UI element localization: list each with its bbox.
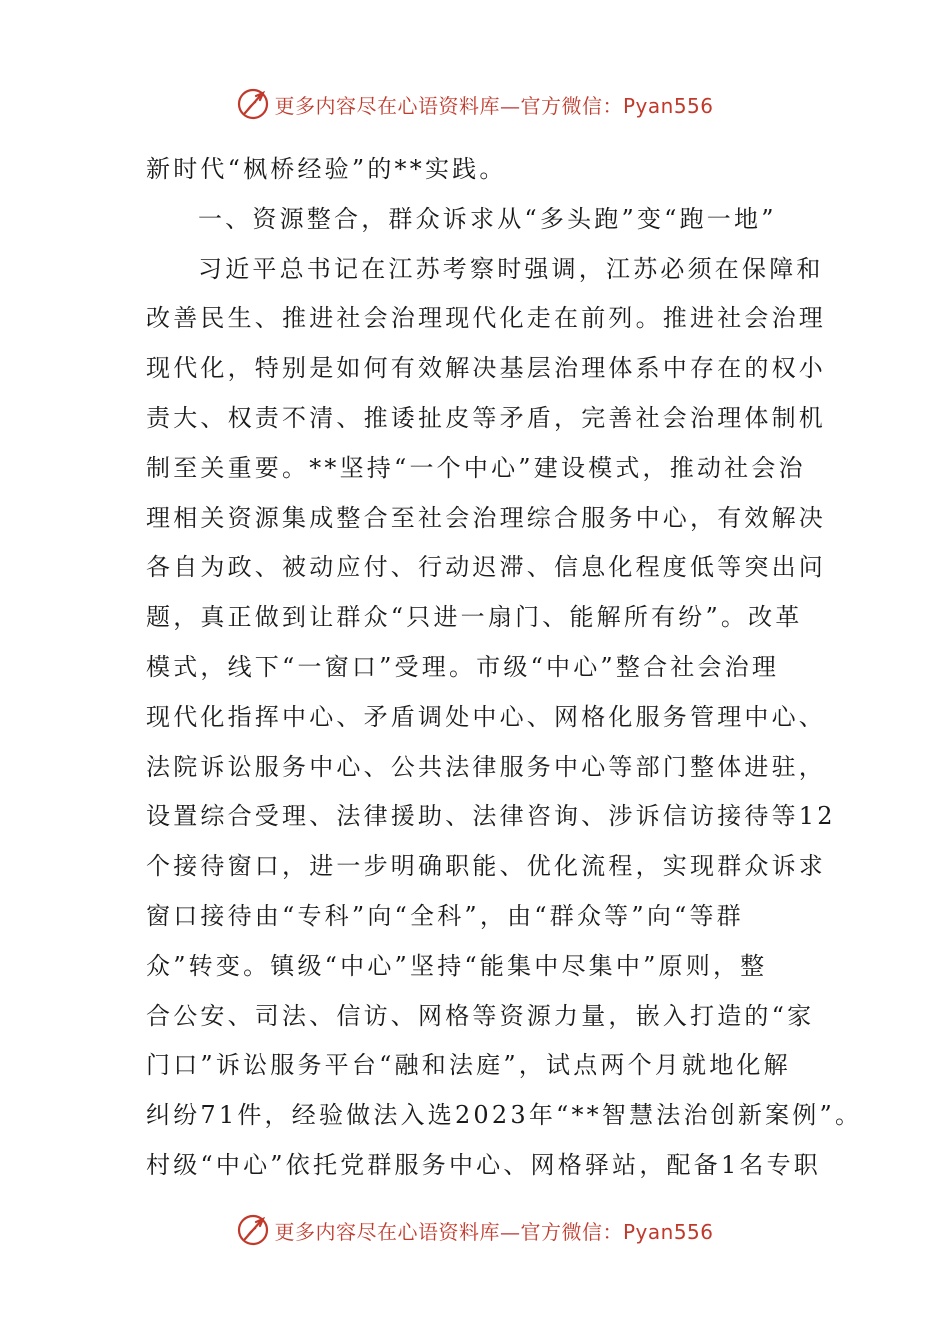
- quill-logo-icon: [236, 87, 270, 121]
- banner-text: [274, 1216, 713, 1245]
- banner-wechat-id: Pyan556: [622, 1219, 714, 1244]
- header-banner: [0, 84, 950, 124]
- body-line: 纠纷71件，经验做法入选2023年“**智慧法治创新案例”。: [146, 1101, 863, 1130]
- body-line: 现代化，特别是如何有效解决基层治理体系中存在的权小: [146, 354, 826, 383]
- body-line: 现代化指挥中心、矛盾调处中心、网格化服务管理中心、: [146, 702, 826, 731]
- body-line: 各自为政、被动应付、行动迟滞、信息化程度低等突出问: [146, 553, 826, 582]
- banner-wechat-label: 官方微信：: [520, 93, 623, 118]
- banner-text: [274, 90, 713, 119]
- section-heading: 一、资源整合，群众诉求从“多头跑”变“跑一地”: [198, 204, 777, 233]
- body-line: 理相关资源集成整合至社会治理综合服务中心，有效解决: [146, 503, 826, 532]
- banner-separator: —: [499, 93, 521, 118]
- body-line: 习近平总书记在江苏考察时强调，江苏必须在保障和: [198, 254, 824, 283]
- body-line: 众”转变。镇级“中心”坚持“能集中尽集中”原则，整: [146, 951, 768, 980]
- footer-banner: [0, 1210, 950, 1250]
- body-line: 合公安、司法、信访、网格等资源力量，嵌入打造的“家: [146, 1001, 815, 1030]
- body-line: 门口”诉讼服务平台“融和法庭”，试点两个月就地化解: [146, 1051, 791, 1080]
- body-line: 村级“中心”依托党群服务中心、网格驿站，配备1名专职: [146, 1150, 822, 1179]
- body-line: 窗口接待由“专科”向“全科”，由“群众等”向“等群: [146, 901, 744, 930]
- banner-wechat-label: 官方微信：: [520, 1219, 623, 1244]
- quill-logo-icon: [236, 1213, 270, 1247]
- banner-wechat-id: Pyan556: [622, 93, 714, 118]
- banner-slogan: 更多内容尽在心语资料库: [274, 93, 500, 118]
- body-line: 设置综合受理、法律援助、法律咨询、涉诉信访接待等12: [146, 802, 836, 831]
- document-body: [146, 145, 863, 1191]
- body-line: 改善民生、推进社会治理现代化走在前列。推进社会治理: [146, 304, 826, 333]
- banner-slogan: 更多内容尽在心语资料库: [274, 1219, 500, 1244]
- body-line: 法院诉讼服务中心、公共法律服务中心等部门整体进驻，: [146, 752, 826, 781]
- body-line: 个接待窗口，进一步明确职能、优化流程，实现群众诉求: [146, 852, 826, 881]
- body-line: 制至关重要。**坚持“一个中心”建设模式，推动社会治: [146, 453, 806, 482]
- banner-separator: —: [499, 1219, 521, 1244]
- body-line: 模式，线下“一窗口”受理。市级“中心”整合社会治理: [146, 652, 780, 681]
- body-line: 责大、权责不清、推诿扯皮等矛盾，完善社会治理体制机: [146, 403, 826, 432]
- body-line: 新时代“枫桥经验”的**实践。: [146, 155, 507, 183]
- body-line: 题，真正做到让群众“只进一扇门、能解所有纷”。改革: [146, 603, 803, 632]
